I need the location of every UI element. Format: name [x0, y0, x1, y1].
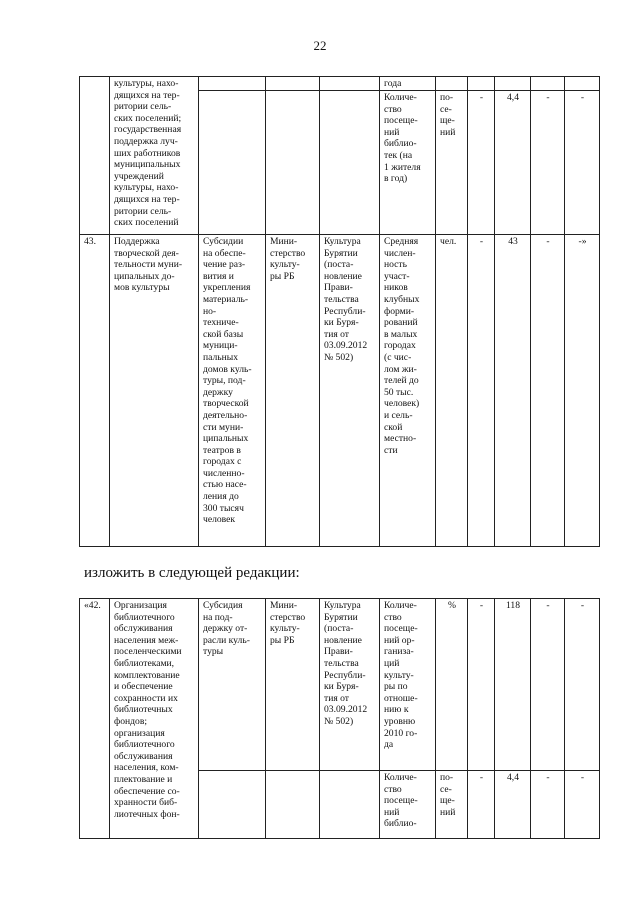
- measure-name-cell: культуры, нахо- дящихся на тер- ритории сель- ских поселений; государственная поддержка луч- ших работников муниципальных учреждений культуры, нахо- дящихся на тер- ритории сель- ских поселений: [110, 77, 199, 235]
- value-cell: -: [565, 771, 600, 839]
- indicator-cell: Количе- ство посеще- ний ор- ганиза- ций культу- ры по отноше- нию к уровню 2010 го- да: [380, 599, 436, 771]
- program-cell: Культура Бурятии (поста- новление Прави- тельства Республи- ки Буря- тия от 03.09.2012 № 502): [320, 599, 380, 771]
- value-cell: 4,4: [495, 91, 531, 235]
- executor-cell: Мини- стерство культу- ры РБ: [266, 235, 320, 547]
- row-number-cell: 43.: [80, 235, 110, 547]
- program-cell: Культура Бурятии (поста- новление Прави- тельства Республи- ки Буря- тия от 03.09.2012 № 502): [320, 235, 380, 547]
- unit-cell: чел.: [436, 235, 468, 547]
- value-cell: 118: [495, 599, 531, 771]
- value-cell: -: [468, 235, 495, 547]
- measure-name-cell: Поддержка творческой дея- тельности муни- ципальных до- мов культуры: [110, 235, 199, 547]
- page-number: 22: [313, 38, 327, 53]
- indicator-cell: года: [380, 77, 436, 91]
- measure-type-cell: Субсидии на обеспе- чение раз- вития и укрепления материаль- но- техниче- ской базы муници- пальных домов куль- туры, под- держку творческой деятельно- сти муни- ципальных театров в городах с численно- стью насе- ления до 300 тысяч человек: [199, 235, 266, 547]
- value-cell: -: [531, 771, 565, 839]
- unit-cell: %: [436, 599, 468, 771]
- value-cell: -»: [565, 235, 600, 547]
- row-number-cell: «42.: [80, 599, 110, 839]
- row-number-cell: [80, 77, 110, 235]
- value-cell: -: [468, 91, 495, 235]
- indicator-cell: Количе- ство посеще- ний библио-: [380, 771, 436, 839]
- measures-table-current: [79, 76, 600, 547]
- unit-cell: по- се- ще- ний: [436, 771, 468, 839]
- value-cell: -: [565, 599, 600, 771]
- table-row: [80, 77, 600, 91]
- value-cell: -: [531, 91, 565, 235]
- value-cell: -: [468, 771, 495, 839]
- measures-table-new: [79, 598, 600, 839]
- measure-name-cell: Организация библиотечного обслуживания населения меж- поселенческими библиотеками, комплектование и обеспечение сохранности их библиотечных фондов; организация библиотечного обслуживания населения, ком- плектование и обеспечение со- хранности биб- лиотечных фон-: [110, 599, 199, 839]
- value-cell: 4,4: [495, 771, 531, 839]
- value-cell: -: [565, 91, 600, 235]
- value-cell: -: [468, 599, 495, 771]
- value-cell: -: [531, 235, 565, 547]
- table-row: [80, 235, 600, 547]
- measure-type-cell: Субсидия на под- держку от- расли куль- туры: [199, 599, 266, 771]
- value-cell: 43: [495, 235, 531, 547]
- table-row: [80, 599, 600, 771]
- amendment-heading: изложить в следующей редакции:: [84, 565, 300, 581]
- indicator-cell: Количе- ство посеще- ний библио- тек (на 1 жителя в год): [380, 91, 436, 235]
- unit-cell: по- се- ще- ний: [436, 91, 468, 235]
- value-cell: -: [531, 599, 565, 771]
- indicator-cell: Средняя числен- ность участ- ников клубных форми- рований в малых городах (с чис- лом жи- телей до 50 тыс. человек) и сель- ской местно- сти: [380, 235, 436, 547]
- executor-cell: Мини- стерство культу- ры РБ: [266, 599, 320, 771]
